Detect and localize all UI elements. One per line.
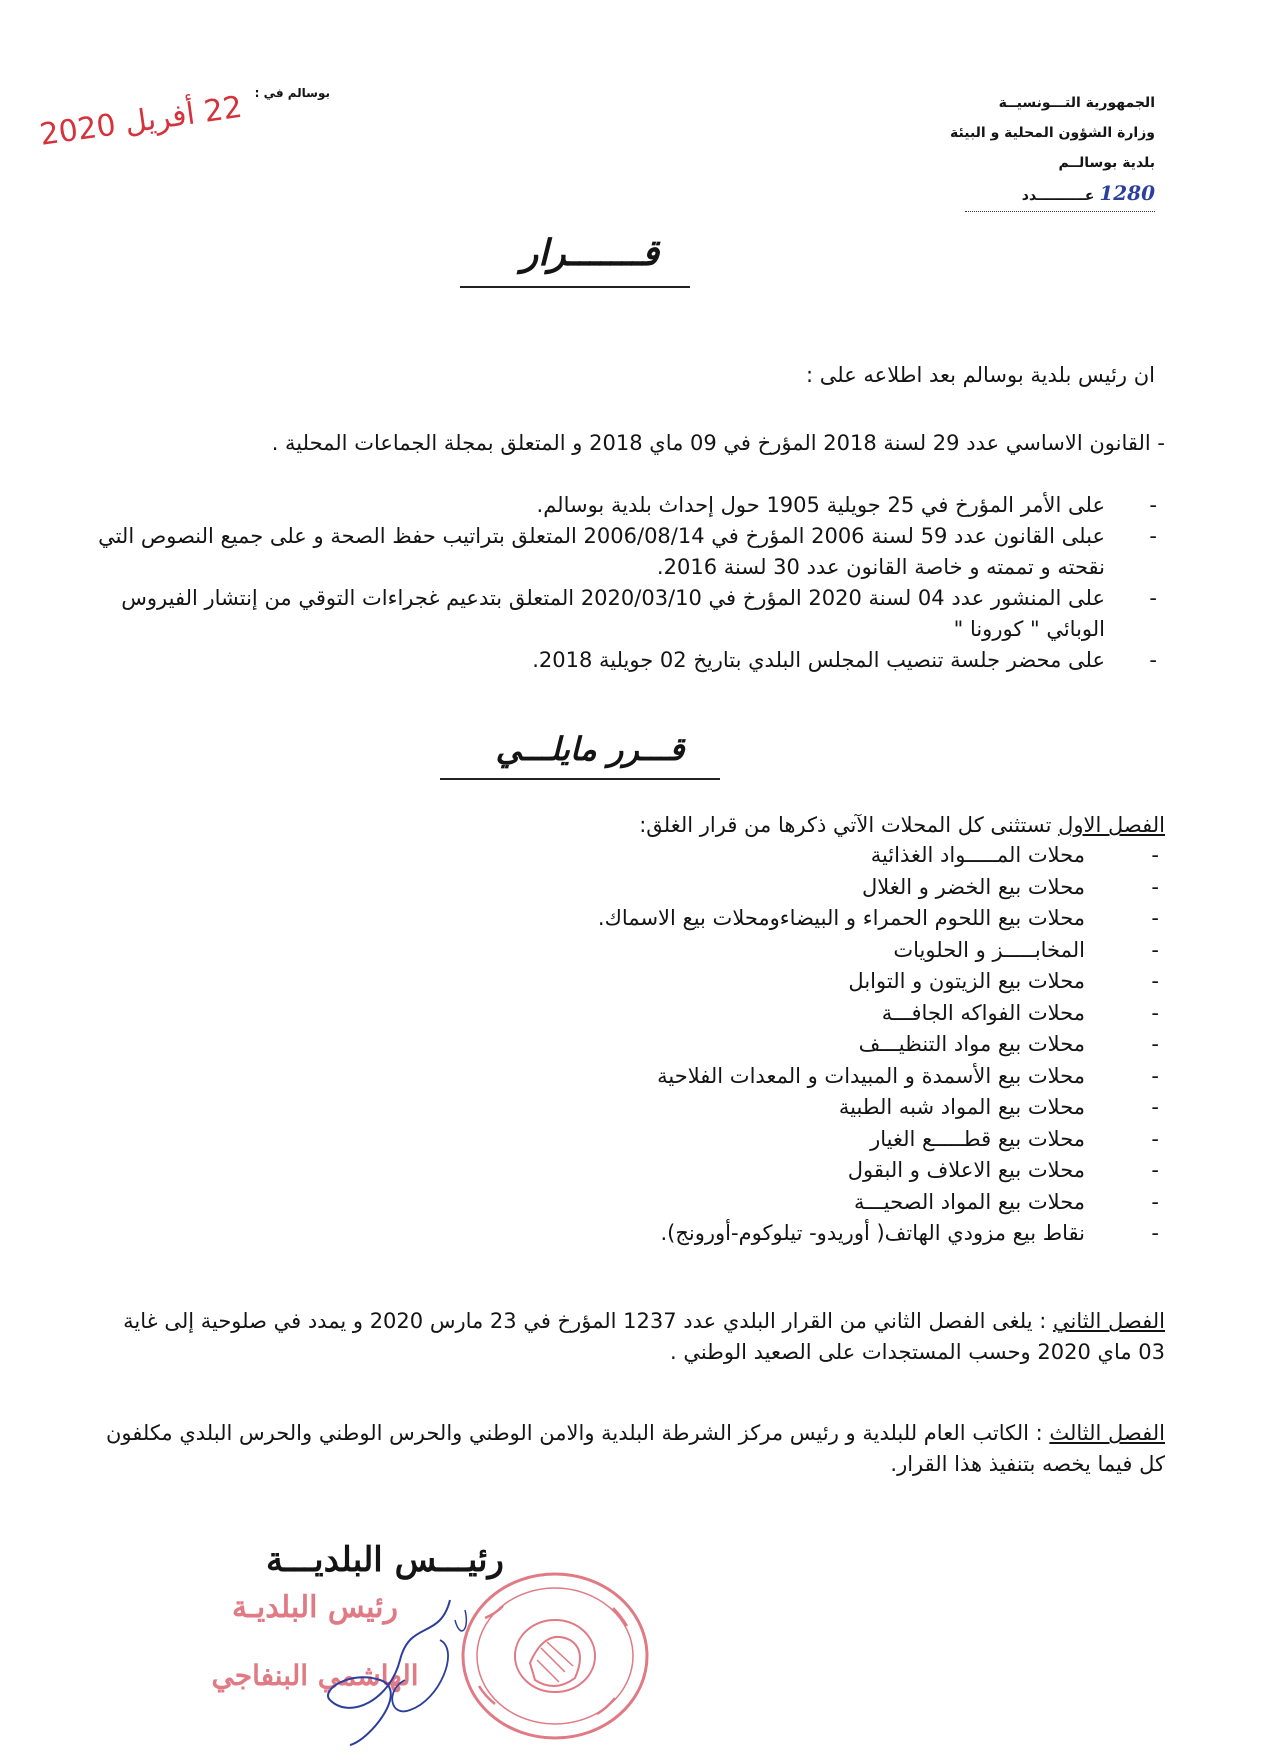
reference-number-label: عــــــــــدد (1021, 188, 1095, 204)
list-item: - على محضر جلسة تنصيب المجلس البلدي بتاريخ 02 جويلية 2018. (90, 645, 1165, 676)
list-item: - محلات بيع اللحوم الحمراء و البيضاءومحلات بيع الاسماك. (265, 903, 1165, 935)
mayor-stamp-title: رئيس البلديـة (231, 1590, 398, 1625)
signer-title: رئيـــس البلديـــة (266, 1540, 504, 1580)
article-1-heading (165, 810, 1165, 841)
issuer-header (835, 88, 1155, 212)
decision-title-underline (440, 778, 720, 780)
list-item: - محلات بيع قطـــــع الغيار (265, 1124, 1165, 1156)
list-item: - عبلى القانون عدد 59 لسنة 2006 المؤرخ في 2006/08/14 المتعلق بتراتيب حفظ الصحة و على جميع النصوص التي نقحته و تممته و خاصة القانون عدد 30 لسنة 2016. (90, 521, 1165, 583)
list-item: - محلات الفواكه الجافـــة (265, 998, 1165, 1030)
title-underline (460, 286, 690, 288)
article-1-text: تستثنى كل المحلات الآتي ذكرها من قرار الغلق: (639, 813, 1059, 837)
list-item: - محلات بيع الزيتون و التوابل (265, 966, 1165, 998)
list-item: - محلات المـــــواد الغذائية (265, 840, 1165, 872)
list-item: - على الأمر المؤرخ في 25 جويلية 1905 حول إحداث بلدية بوسالم. (90, 490, 1165, 521)
list-item: - محلات بيع المواد الصحيـــة (265, 1187, 1165, 1219)
ministry-line: وزارة الشؤون المحلية و البيئة (950, 125, 1155, 141)
article-1-label: الفصل الاول (1058, 813, 1165, 837)
exempt-shops-list (265, 840, 1165, 1250)
article-3 (90, 1418, 1165, 1480)
list-item: - نقاط بيع مزودي الهاتف( أوريدو- تيلوكوم-أورونج). (265, 1218, 1165, 1250)
law-reference: - القانون الاساسي عدد 29 لسنة 2018 المؤرخ في 09 ماي 2018 و المتعلق بمجلة الجماعات المحلية . (271, 431, 1165, 455)
reference-number-value: 1280 (1099, 181, 1155, 205)
list-item: - محلات بيع المواد شبه الطبية (265, 1092, 1165, 1124)
signature-icon (290, 1580, 490, 1750)
list-item: - محلات بيع مواد التنظيـــف (265, 1029, 1165, 1061)
list-item: - المخابـــــز و الحلويات (265, 935, 1165, 967)
legal-references (90, 490, 1165, 676)
list-item: - محلات بيع الأسمدة و المبيدات و المعدات الفلاحية (265, 1061, 1165, 1093)
list-item: - على المنشور عدد 04 لسنة 2020 المؤرخ في 2020/03/10 المتعلق بتدعيم غجراءات التوقي من إنتشار الفيروس الوبائي " كورونا " (90, 583, 1165, 645)
republic-line: الجمهورية التـــونسيــة (998, 95, 1155, 111)
decision-title: قـــرر مايلـــي (495, 730, 685, 768)
list-item: - محلات بيع الاعلاف و البقول (265, 1155, 1165, 1187)
list-item: - محلات بيع الخضر و الغلال (265, 872, 1165, 904)
municipality-line: بلدية بوسالــم (1058, 155, 1155, 171)
place-date-label: بوسالم في : (254, 86, 330, 100)
document-title: قـــــــرار (520, 232, 660, 274)
mayor-stamp-name: الهاشمي البنفاجي (211, 1659, 419, 1692)
reference-number (965, 178, 1155, 212)
date-stamp: 22 أفريل 2020 (37, 89, 245, 153)
article-2 (90, 1306, 1165, 1368)
article-3-label: الفصل الثالث (1049, 1421, 1165, 1445)
article-2-label: الفصل الثاني (1053, 1309, 1165, 1333)
article-2-text: : يلغى الفصل الثاني من القرار البلدي عدد 1237 المؤرخ في 23 مارس 2020 و يمدد في صلوحية إلى غاية 03 ماي 2020 وحسب المستجدات على الصعيد الوطني . (123, 1309, 1165, 1364)
article-3-text: : الكاتب العام للبلدية و رئيس مركز الشرطة البلدية والامن الوطني والحرس الوطني والحرس البلدي مكلفون كل فيما يخصه بتنفيذ هذا القرار. (105, 1421, 1165, 1476)
intro-paragraph: ان رئيس بلدية بوسالم بعد اطلاعه على : (806, 363, 1155, 387)
